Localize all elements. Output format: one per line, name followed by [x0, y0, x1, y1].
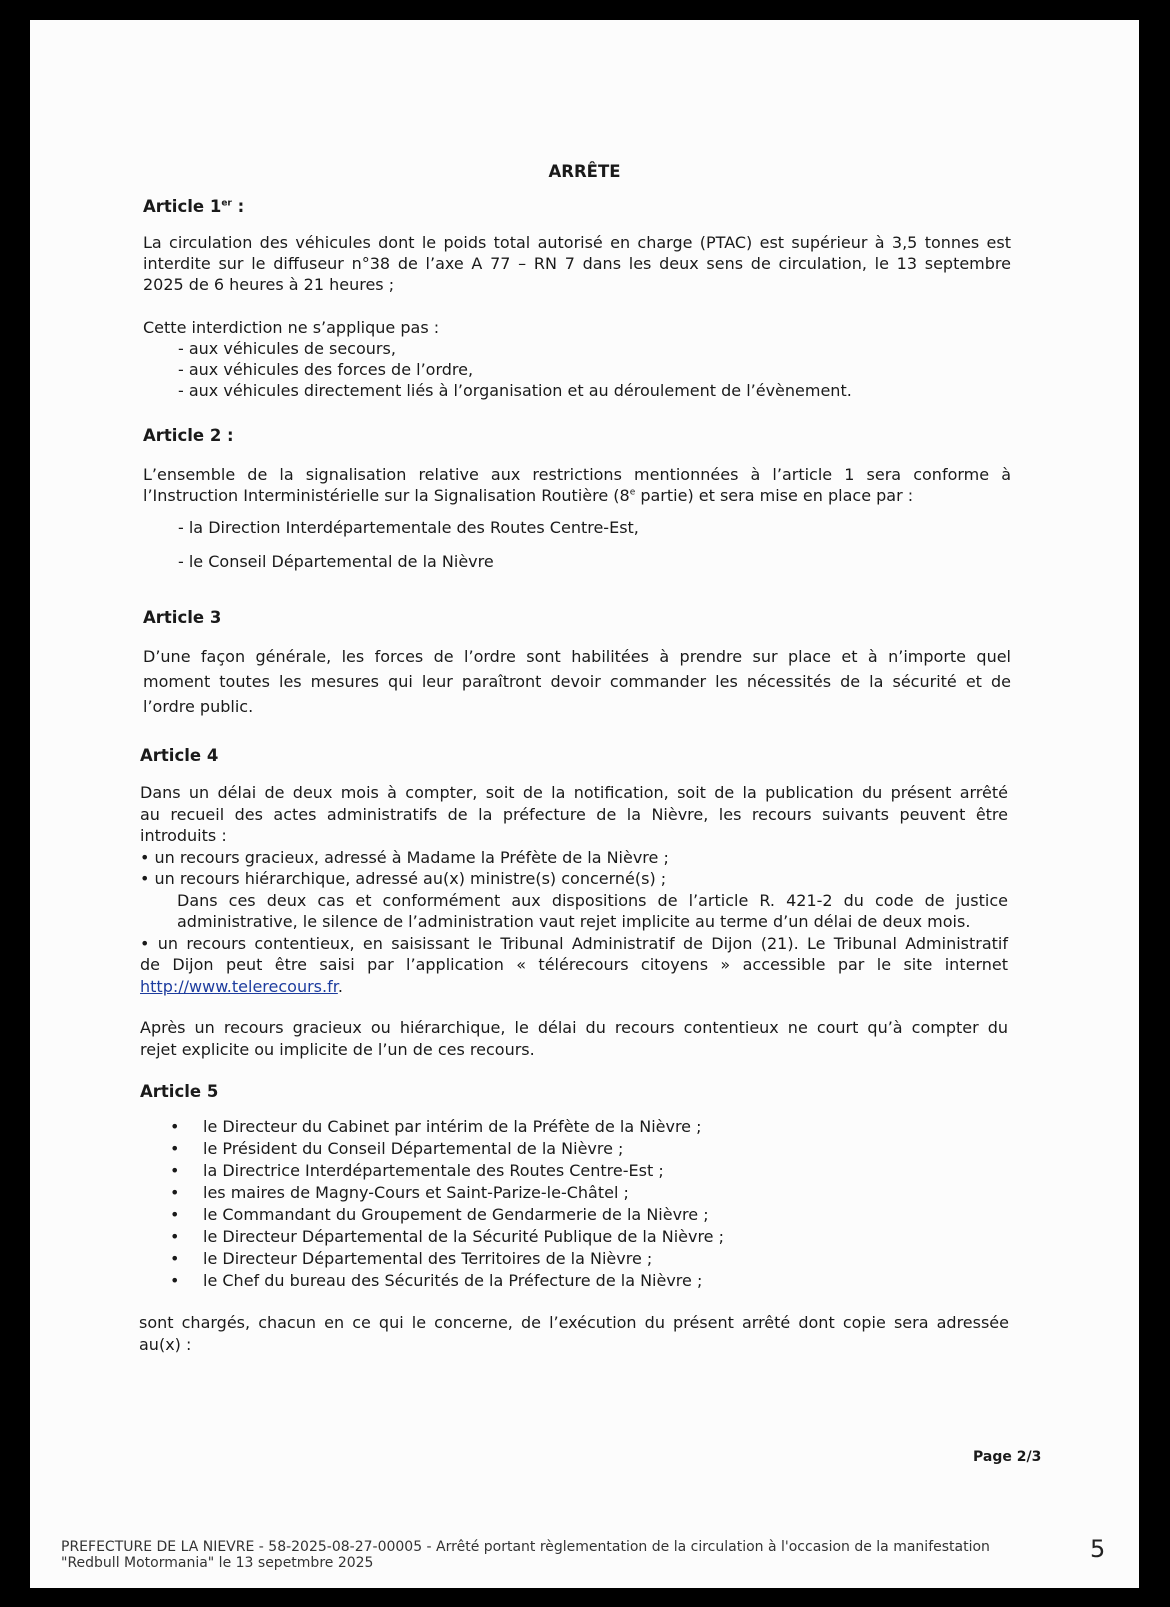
document-title: ARRÊTE	[548, 162, 621, 181]
list-item: • la Directrice Interdépartementale des Routes Centre-Est ;	[170, 1161, 664, 1180]
page-label: Page 2/3	[973, 1449, 1042, 1465]
article-2-item-1: - la Direction Interdépartementale des Routes Centre-Est,	[178, 518, 639, 537]
document-page	[30, 20, 1139, 1588]
article-4-paragraph: Dans un délai de deux mois à compter, soit de la notification, soit de la publication du présent arrêté au recueil des actes administratifs de la préfecture de la Nièvre, les recours suivants peuvent être introduits : • un recours gracieux, adressé à Madame la Préfète de la Nièvre ; • un recours hiérarchique, adressé au(x) ministre(s) concerné(s) ; Dans ces deux cas et conformément aux dispositions de l’article R. 421-2 du code de justice administrative, le silence de l’administration vaut rejet implicite au terme d’un délai de deux mois. • un recours contentieux, en saisissant le Tribunal Administratif de Dijon (21). Le Tribunal Administratif de Dijon peut être saisi par l’application « télérecours citoyens » accessible par le site internet http://www.telerecours.fr.	[140, 783, 1008, 996]
list-item: • le Directeur du Cabinet par intérim de la Préfète de la Nièvre ;	[170, 1117, 702, 1136]
list-item: • le Directeur Départemental de la Sécurité Publique de la Nièvre ;	[170, 1227, 724, 1246]
article-2-item-2: - le Conseil Départemental de la Nièvre	[178, 552, 494, 571]
article-1-paragraph: La circulation des véhicules dont le poids total autorisé en charge (PTAC) est supérieur à 3,5 tonnes est interdite sur le diffuseur n°38 de l’axe A 77 – RN 7 dans les deux sens de circulation, le 13 septembre 2025 de 6 heures à 21 heures ;	[143, 233, 1011, 294]
list-item: • le Directeur Départemental des Territoires de la Nièvre ;	[170, 1249, 653, 1268]
list-item: • le Président du Conseil Départemental de la Nièvre ;	[170, 1139, 624, 1158]
article-4-after-paragraph: Après un recours gracieux ou hiérarchique, le délai du recours contentieux ne court qu’à compter du rejet explicite ou implicite de l’un de ces recours.	[140, 1018, 1008, 1059]
telerecours-link[interactable]: http://www.telerecours.fr	[140, 976, 338, 996]
footer-page-number: 5	[1090, 1535, 1106, 1563]
article-3-paragraph: D’une façon générale, les forces de l’ordre sont habilitées à prendre sur place et à n’importe quel moment toutes les mesures qui leur paraîtront devoir commander les nécessités de la sécurité et de l’ordre public.	[143, 647, 1011, 716]
list-item: • le Commandant du Groupement de Gendarmerie de la Nièvre ;	[170, 1205, 709, 1224]
article-1-heading: Article 1er :	[143, 197, 245, 216]
page-footer: PREFECTURE DE LA NIEVRE - 58-2025-08-27-00005 - Arrêté portant règlementation de la circulation à l'occasion de la manifestation "Redbull Motormania" le 13 sepetmbre 2025	[61, 1539, 990, 1571]
article-2-paragraph: L’ensemble de la signalisation relative aux restrictions mentionnées à l’article 1 sera conforme à l’Instruction Interministérielle sur la Signalisation Routière (8e partie) et sera mise en place par :	[143, 465, 1011, 505]
article-1-exceptions: Cette interdiction ne s’applique pas : - aux véhicules de secours, - aux véhicules des forces de l’ordre, - aux véhicules directement liés à l’organisation et au déroulement de l’évènement.	[143, 318, 852, 400]
article-2-heading: Article 2 :	[143, 426, 234, 445]
article-5-closing: sont chargés, chacun en ce qui le concerne, de l’exécution du présent arrêté dont copie sera adressée au(x) :	[139, 1313, 1009, 1354]
article-5-list	[170, 1117, 870, 1293]
article-5-heading: Article 5	[140, 1082, 219, 1101]
list-item: • les maires de Magny-Cours et Saint-Parize-le-Châtel ;	[170, 1183, 629, 1202]
list-item: • le Chef du bureau des Sécurités de la Préfecture de la Nièvre ;	[170, 1271, 703, 1290]
article-3-heading: Article 3	[143, 608, 222, 627]
article-4-heading: Article 4	[140, 746, 219, 765]
